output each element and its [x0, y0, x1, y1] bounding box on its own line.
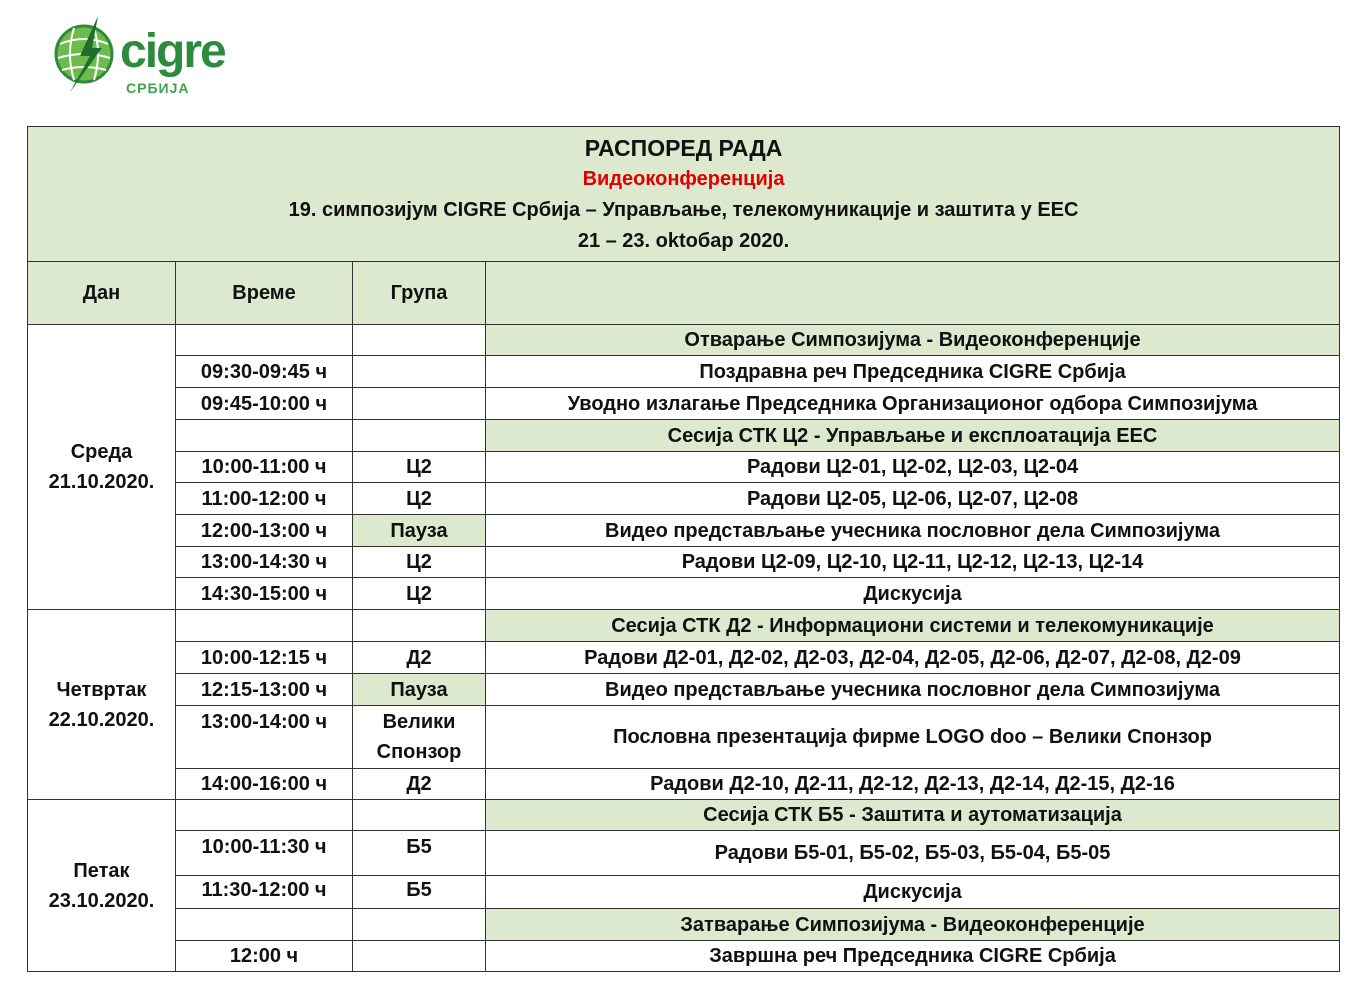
time-cell — [176, 909, 353, 941]
group-cell — [353, 941, 486, 972]
time-cell — [176, 610, 353, 642]
time-cell — [176, 325, 353, 356]
group-cell: Д2 — [353, 642, 486, 674]
day-name: Четвртак — [56, 678, 147, 701]
column-header-activity — [486, 262, 1340, 325]
group-cell: Б5 — [353, 876, 486, 909]
activity-cell: Завршна реч Председника CIGRE Србија — [486, 941, 1340, 972]
table-row — [28, 642, 1340, 674]
table-row — [28, 515, 1340, 547]
table-row — [28, 941, 1340, 972]
day-date: 21.10.2020. — [48, 471, 155, 493]
table-row — [28, 420, 1340, 452]
time-cell: 10:00-11:00 ч — [176, 452, 353, 483]
group-cell-break: Пауза — [353, 515, 486, 547]
time-cell — [176, 800, 353, 831]
group-cell-break: Пауза — [353, 674, 486, 706]
group-cell — [353, 610, 486, 642]
title-row — [28, 127, 1340, 262]
event-name: 19. симпозијум CIGRE Србија – Управљање, телекомуникације и заштита у ЕЕС — [288, 199, 1079, 221]
column-header-row — [28, 262, 1340, 325]
schedule-table — [27, 126, 1340, 972]
activity-cell: Радови Ц2-05, Ц2-06, Ц2-07, Ц2-08 — [486, 483, 1340, 515]
time-cell: 11:30-12:00 ч — [176, 876, 353, 909]
group-cell — [353, 388, 486, 420]
time-cell: 11:00-12:00 ч — [176, 483, 353, 515]
column-header-day: Дан — [28, 262, 176, 325]
activity-cell: Радови Ц2-09, Ц2-10, Ц2-11, Ц2-12, Ц2-13, Ц2-14 — [486, 547, 1340, 578]
time-cell: 12:00-13:00 ч — [176, 515, 353, 547]
activity-cell: Радови Д2-01, Д2-02, Д2-03, Д2-04, Д2-05, Д2-06, Д2-07, Д2-08, Д2-09 — [486, 642, 1340, 674]
session-title: Сесија СТК Б5 - Заштита и аутоматизација — [486, 800, 1340, 831]
logo-country: СРБИЈА — [126, 80, 190, 96]
time-cell: 12:15-13:00 ч — [176, 674, 353, 706]
time-cell: 09:30-09:45 ч — [176, 356, 353, 388]
activity-cell: Пословна презентација фирме LOGO doo – Велики Спонзор — [486, 706, 1340, 769]
day-cell-wednesday — [28, 325, 176, 610]
table-row — [28, 325, 1340, 356]
column-header-time: Време — [176, 262, 353, 325]
table-row — [28, 452, 1340, 483]
table-row — [28, 578, 1340, 610]
table-row — [28, 356, 1340, 388]
group-cell — [353, 909, 486, 941]
group-cell — [353, 420, 486, 452]
table-row — [28, 800, 1340, 831]
group-cell: Б5 — [353, 831, 486, 876]
table-row — [28, 876, 1340, 909]
column-header-group: Група — [353, 262, 486, 325]
session-title: Сесија СТК Ц2 - Управљање и експлоатација ЕЕС — [486, 420, 1340, 452]
table-row — [28, 610, 1340, 642]
session-title: Сесија СТК Д2 - Информациони системи и телекомуникације — [486, 610, 1340, 642]
activity-cell: Поздравна реч Председника CIGRE Србија — [486, 356, 1340, 388]
day-name: Петак — [73, 859, 130, 882]
day-cell-thursday — [28, 610, 176, 800]
time-cell: 14:30-15:00 ч — [176, 578, 353, 610]
table-row — [28, 769, 1340, 800]
activity-cell: Уводно излагање Председника Организационог одбора Симпозијума — [486, 388, 1340, 420]
activity-cell: Радови Ц2-01, Ц2-02, Ц2-03, Ц2-04 — [486, 452, 1340, 483]
logo-wordmark: cigre — [120, 25, 225, 78]
schedule-title: РАСПОРЕД РАДА — [584, 135, 783, 161]
cigre-logo — [52, 14, 252, 100]
group-cell — [353, 325, 486, 356]
activity-cell: Дискусија — [486, 876, 1340, 909]
group-cell: Д2 — [353, 769, 486, 800]
schedule-subtitle: Видеоконференција — [582, 168, 785, 190]
schedule-header — [28, 127, 1340, 262]
day-cell-friday — [28, 800, 176, 972]
time-cell: 09:45-10:00 ч — [176, 388, 353, 420]
table-row — [28, 831, 1340, 876]
time-cell: 14:00-16:00 ч — [176, 769, 353, 800]
event-dates: 21 – 23. oktобар 2020. — [577, 230, 790, 252]
day-date: 22.10.2020. — [48, 708, 155, 731]
table-row — [28, 483, 1340, 515]
time-cell: 12:00 ч — [176, 941, 353, 972]
activity-cell: Дискусија — [486, 578, 1340, 610]
table-row — [28, 674, 1340, 706]
time-cell: 13:00-14:30 ч — [176, 547, 353, 578]
time-cell: 10:00-12:15 ч — [176, 642, 353, 674]
group-cell: Ц2 — [353, 547, 486, 578]
group-cell: Ц2 — [353, 483, 486, 515]
table-row — [28, 547, 1340, 578]
group-cell: Ц2 — [353, 578, 486, 610]
group-cell: Ц2 — [353, 452, 486, 483]
day-name: Среда — [70, 441, 133, 463]
group-cell — [353, 356, 486, 388]
group-cell-sponsor: Велики Спонзор — [353, 706, 486, 769]
activity-cell: Видео представљање учесника пословног дела Симпозијума — [486, 515, 1340, 547]
session-title: Затварање Симпозијума - Видеоконференције — [486, 909, 1340, 941]
table-row — [28, 706, 1340, 769]
activity-cell: Видео представљање учесника пословног дела Симпозијума — [486, 674, 1340, 706]
time-cell: 13:00-14:00 ч — [176, 706, 353, 769]
group-cell — [353, 800, 486, 831]
time-cell: 10:00-11:30 ч — [176, 831, 353, 876]
day-date: 23.10.2020. — [48, 889, 155, 912]
globe-lightning-icon — [52, 14, 118, 94]
table-row — [28, 388, 1340, 420]
activity-cell: Радови Б5-01, Б5-02, Б5-03, Б5-04, Б5-05 — [486, 831, 1340, 876]
time-cell — [176, 420, 353, 452]
activity-cell: Радови Д2-10, Д2-11, Д2-12, Д2-13, Д2-14, Д2-15, Д2-16 — [486, 769, 1340, 800]
table-row — [28, 909, 1340, 941]
session-title: Отварање Симпозијума - Видеоконференције — [486, 325, 1340, 356]
